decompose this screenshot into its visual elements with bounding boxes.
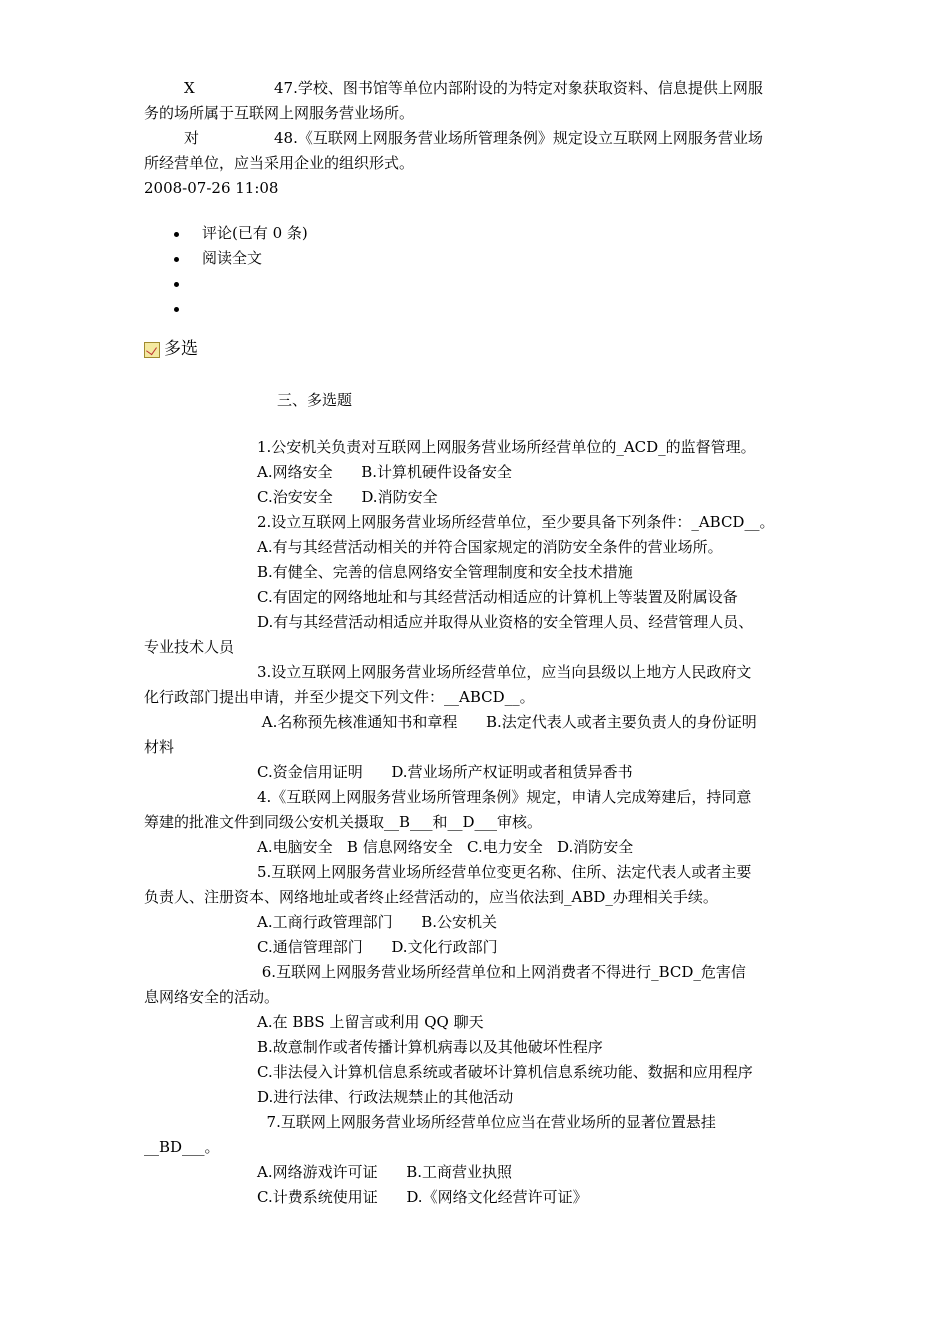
question-option: D.进行法律、行政法规禁止的其他活动	[257, 1088, 514, 1106]
question-option: C.通信管理部门 D.文化行政部门	[257, 938, 498, 956]
question-option: A.网络安全 B.计算机硬件设备安全	[257, 463, 513, 481]
question-text-cont: __BD___。	[144, 1138, 220, 1156]
question-option: C.计费系统使用证 D.《网络文化经营许可证》	[257, 1188, 588, 1206]
question-option: C.治安安全 D.消防安全	[257, 488, 438, 506]
tf-item-48	[144, 126, 808, 176]
question-option: A.工商行政管理部门 B.公安机关	[257, 913, 498, 931]
question-option: B.故意制作或者传播计算机病毒以及其他破坏性程序	[257, 1038, 603, 1056]
question-text-cont: 息网络安全的活动。	[144, 988, 280, 1006]
question-option: A.有与其经营活动相关的并符合国家规定的消防安全条件的营业场所。	[257, 538, 723, 556]
empty-link	[174, 271, 808, 296]
tf-mark: 对	[184, 129, 200, 147]
category-heading[interactable]	[144, 337, 808, 362]
question-text-cont: 负责人、注册资本、网络地址或者终止经营活动的，应当依法到_ABD_办理相关手续。	[144, 888, 718, 906]
tf-text: 47.学校、图书馆等单位内部附设的为特定对象获取资料、信息提供上网服	[274, 79, 763, 97]
post-links	[144, 221, 808, 321]
tf-text-cont: 务的场所属于互联网上网服务营业场所。	[144, 104, 415, 122]
document-page	[144, 76, 808, 1210]
tf-text-cont: 所经营单位，应当采用企业的组织形式。	[144, 154, 415, 172]
question-option: A.电脑安全 B 信息网络安全 C.电力安全 D.消防安全	[257, 838, 634, 856]
question-text: 2.设立互联网上网服务营业场所经营单位，至少要具备下列条件：_ABCD__。	[257, 513, 775, 531]
comments-link[interactable]: 评论(已有 0 条)	[174, 221, 808, 246]
question-text: 4.《互联网上网服务营业场所管理条例》规定，申请人完成筹建后，持同意	[257, 788, 752, 806]
question-text: 7.互联网上网服务营业场所经营单位应当在营业场所的显著位置悬挂	[257, 1113, 716, 1131]
question-option: A.名称预先核准通知书和章程 B.法定代表人或者主要负责人的身份证明	[257, 713, 757, 731]
question-text: 5.互联网上网服务营业场所经营单位变更名称、住所、法定代表人或者主要	[257, 863, 752, 881]
question-text: 1.公安机关负责对互联网上网服务营业场所经营单位的_ACD_的监督管理。	[257, 438, 756, 456]
question-option-cont: 材料	[144, 738, 175, 756]
empty-link	[174, 296, 808, 321]
question-option: C.有固定的网络地址和与其经营活动相适应的计算机上等装置及附属设备	[257, 588, 738, 606]
question-option: C.非法侵入计算机信息系统或者破坏计算机信息系统功能、数据和应用程序	[257, 1063, 753, 1081]
question-text: 3.设立互联网上网服务营业场所经营单位，应当向县级以上地方人民政府文	[257, 663, 752, 681]
question-text: 6.互联网上网服务营业场所经营单位和上网消费者不得进行_BCD_危害信	[257, 963, 746, 981]
section-title: 三、多选题	[277, 391, 353, 409]
question-option-cont: 专业技术人员	[144, 638, 235, 656]
question-option: A.在 BBS 上留言或利用 QQ 聊天	[257, 1013, 484, 1031]
tf-item-47	[144, 76, 808, 126]
category-label[interactable]: 多选	[164, 339, 198, 359]
question-option: A.网络游戏许可证 B.工商营业执照	[257, 1163, 513, 1181]
tf-mark: X	[184, 79, 195, 97]
question-option: C.资金信用证明 D.营业场所产权证明或者租赁异香书	[257, 763, 633, 781]
question-option: D.有与其经营活动相适应并取得从业资格的安全管理人员、经营管理人员、	[257, 613, 754, 631]
question-text-cont: 化行政部门提出申请，并至少提交下列文件：__ABCD__。	[144, 688, 535, 706]
category-icon	[144, 342, 160, 358]
question-option: B.有健全、完善的信息网络安全管理制度和安全技术措施	[257, 563, 633, 581]
tf-text: 48.《互联网上网服务营业场所管理条例》规定设立互联网上网服务营业场	[274, 129, 763, 147]
read-more-link[interactable]: 阅读全文	[174, 246, 808, 271]
post-date: 2008-07-26 11:08	[144, 179, 279, 197]
question-list	[144, 435, 808, 1210]
question-text-cont: 筹建的批准文件到同级公安机关摄取__B___和__D___审核。	[144, 813, 543, 831]
